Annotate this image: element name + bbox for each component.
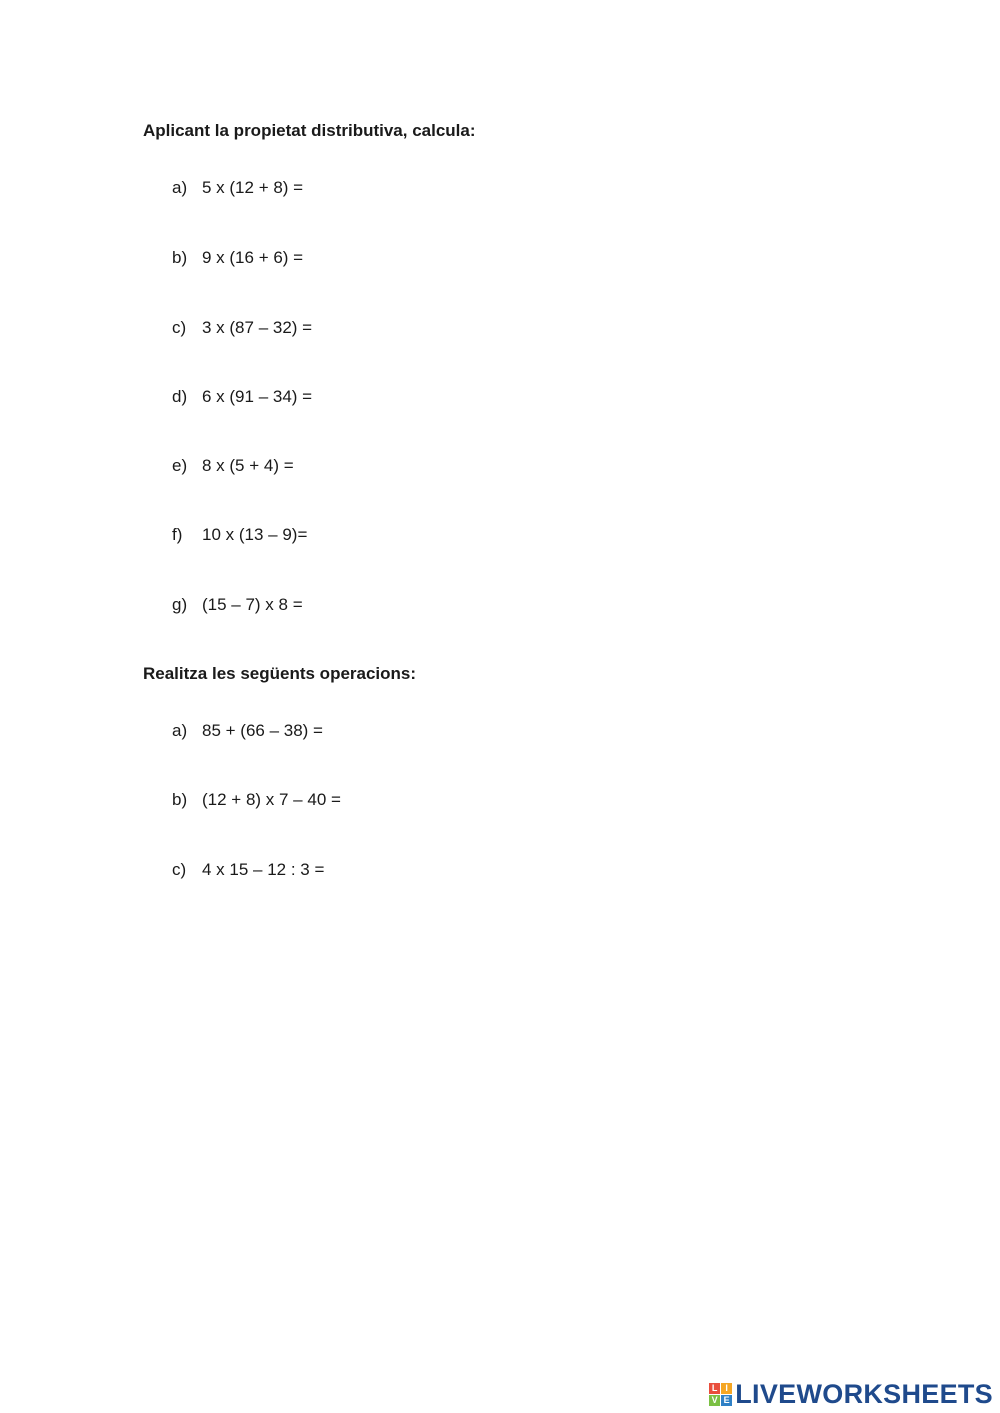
item-letter: e) <box>172 456 188 475</box>
exercise-item <box>172 456 294 476</box>
logo-tile: V <box>709 1395 720 1406</box>
item-expression: 10 x (13 – 9)= <box>202 525 308 544</box>
logo-tile: L <box>709 1383 720 1394</box>
exercise-item <box>172 248 303 268</box>
section1-heading: Aplicant la propietat distributiva, calcula: <box>143 121 476 140</box>
item-letter: f) <box>172 525 183 544</box>
liveworksheets-logo-icon <box>709 1383 732 1406</box>
exercise-item <box>172 721 323 741</box>
item-expression: 85 + (66 – 38) = <box>202 721 323 740</box>
liveworksheets-logo <box>709 1379 993 1410</box>
item-letter: g) <box>172 595 188 614</box>
exercise-item <box>172 318 312 338</box>
logo-tile: I <box>721 1383 732 1394</box>
exercise-item <box>172 595 303 615</box>
exercise-item <box>172 860 324 880</box>
section2-heading: Realitza les següents operacions: <box>143 664 417 683</box>
item-expression: 5 x (12 + 8) = <box>202 178 304 197</box>
item-expression: 6 x (91 – 34) = <box>202 387 313 406</box>
item-letter: a) <box>172 721 188 740</box>
item-expression: (12 + 8) x 7 – 40 = <box>202 790 341 809</box>
item-expression: (15 – 7) x 8 = <box>202 595 303 614</box>
item-letter: b) <box>172 248 188 267</box>
item-expression: 8 x (5 + 4) = <box>202 456 294 475</box>
exercise-item <box>172 525 307 545</box>
item-letter: a) <box>172 178 188 197</box>
item-expression: 9 x (16 + 6) = <box>202 248 304 267</box>
exercise-item <box>172 178 303 198</box>
logo-tile: E <box>721 1395 732 1406</box>
exercise-item <box>172 790 341 810</box>
item-letter: d) <box>172 387 188 406</box>
item-letter: c) <box>172 860 187 879</box>
item-letter: c) <box>172 318 187 337</box>
item-expression: 4 x 15 – 12 : 3 = <box>202 860 325 879</box>
item-letter: b) <box>172 790 188 809</box>
exercise-item <box>172 387 312 407</box>
item-expression: 3 x (87 – 32) = <box>202 318 313 337</box>
brand-name: LIVEWORKSHEETS <box>735 1379 993 1409</box>
